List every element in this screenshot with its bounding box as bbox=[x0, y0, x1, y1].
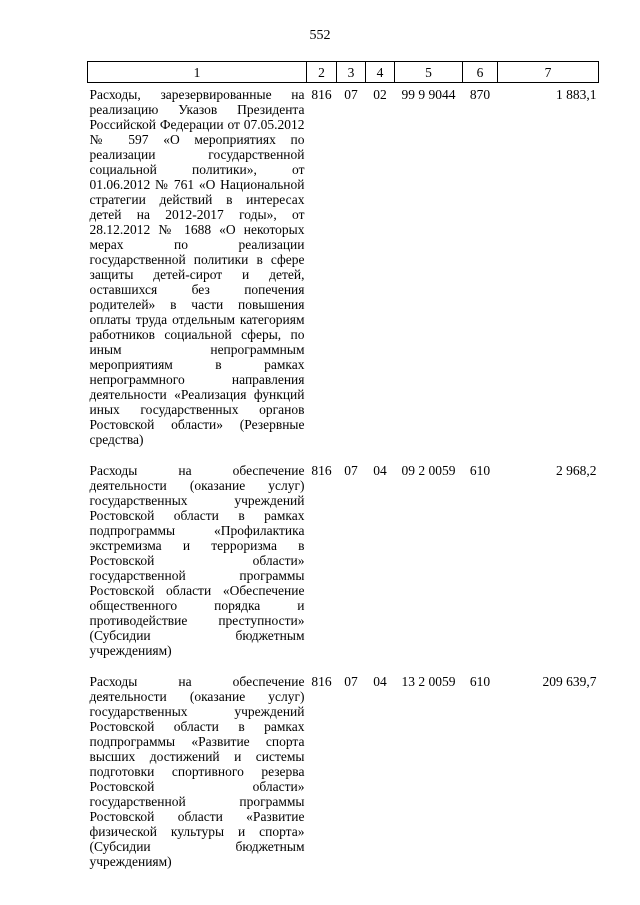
table-row bbox=[88, 670, 599, 881]
table-row bbox=[88, 83, 599, 460]
row-amount: 2 968,2 bbox=[556, 463, 597, 478]
row-subsection: 04 bbox=[373, 463, 387, 478]
column-header-subsection: 4 bbox=[366, 62, 395, 83]
table-row bbox=[88, 459, 599, 670]
row-target: 09 2 0059 bbox=[401, 463, 456, 478]
column-header-amount: 7 bbox=[498, 62, 599, 83]
row-amount: 209 639,7 bbox=[542, 674, 597, 689]
row-expense-type: 610 bbox=[469, 463, 491, 478]
column-header-ministry: 2 bbox=[307, 62, 337, 83]
row-target: 13 2 0059 bbox=[401, 674, 456, 689]
row-description: Расходы на обеспечение деятельности (оказание услуг) государственных учреждений Ростовской области в рамках подпрограммы «Развитие спорта высших достижений и системы подготовки спортивного резерва Ростовской области» государственной программы Ростовской области «Развитие физической культуры и спорта» (Субсидии бюджетным учреждениям) bbox=[89, 674, 305, 869]
column-header-description: 1 bbox=[88, 62, 307, 83]
row-expense-type: 870 bbox=[469, 87, 491, 102]
row-subsection: 04 bbox=[373, 674, 387, 689]
table-header-row bbox=[88, 62, 599, 83]
row-target: 99 9 9044 bbox=[401, 87, 456, 102]
row-amount: 1 883,1 bbox=[556, 87, 597, 102]
row-section: 07 bbox=[344, 87, 358, 102]
page-number: 552 bbox=[309, 28, 331, 43]
row-expense-type: 610 bbox=[469, 674, 491, 689]
column-header-expense-type: 6 bbox=[463, 62, 498, 83]
row-description: Расходы на обеспечение деятельности (оказание услуг) государственных учреждений Ростовской области в рамках подпрограммы «Профилактика экстремизма и терроризма в Ростовской области» государственной программы Ростовской области «Обеспечение общественного порядка и противодействие преступности» (Субсидии бюджетным учреждениям) bbox=[89, 463, 305, 658]
row-ministry: 816 bbox=[311, 87, 332, 102]
row-section: 07 bbox=[344, 674, 358, 689]
row-ministry: 816 bbox=[311, 463, 332, 478]
row-ministry: 816 bbox=[311, 674, 332, 689]
row-subsection: 02 bbox=[373, 87, 387, 102]
column-header-section: 3 bbox=[337, 62, 366, 83]
budget-table bbox=[87, 61, 599, 881]
column-header-target: 5 bbox=[395, 62, 463, 83]
row-description: Расходы, зарезервированные на реализацию Указов Президента Российской Федерации от 07.05.2012 № 597 «О мероприятиях по реализации государственной социальной политики», от 01.06.2012 № 761 «О Национальной стратегии действий в интересах детей на 2012-2017 годы», от 28.12.2012 № 1688 «О некоторых мерах по реализации государственной политики в сфере защиты детей-сирот и детей, оставшихся без попечения родителей» в части повышения оплаты труда отдельным категориям работников социальной сферы, по иным непрограммным мероприятиям в рамках непрограммного направления деятельности «Реализация функций иных государственных органов Ростовской области» (Резервные средства) bbox=[89, 87, 305, 447]
row-section: 07 bbox=[344, 463, 358, 478]
